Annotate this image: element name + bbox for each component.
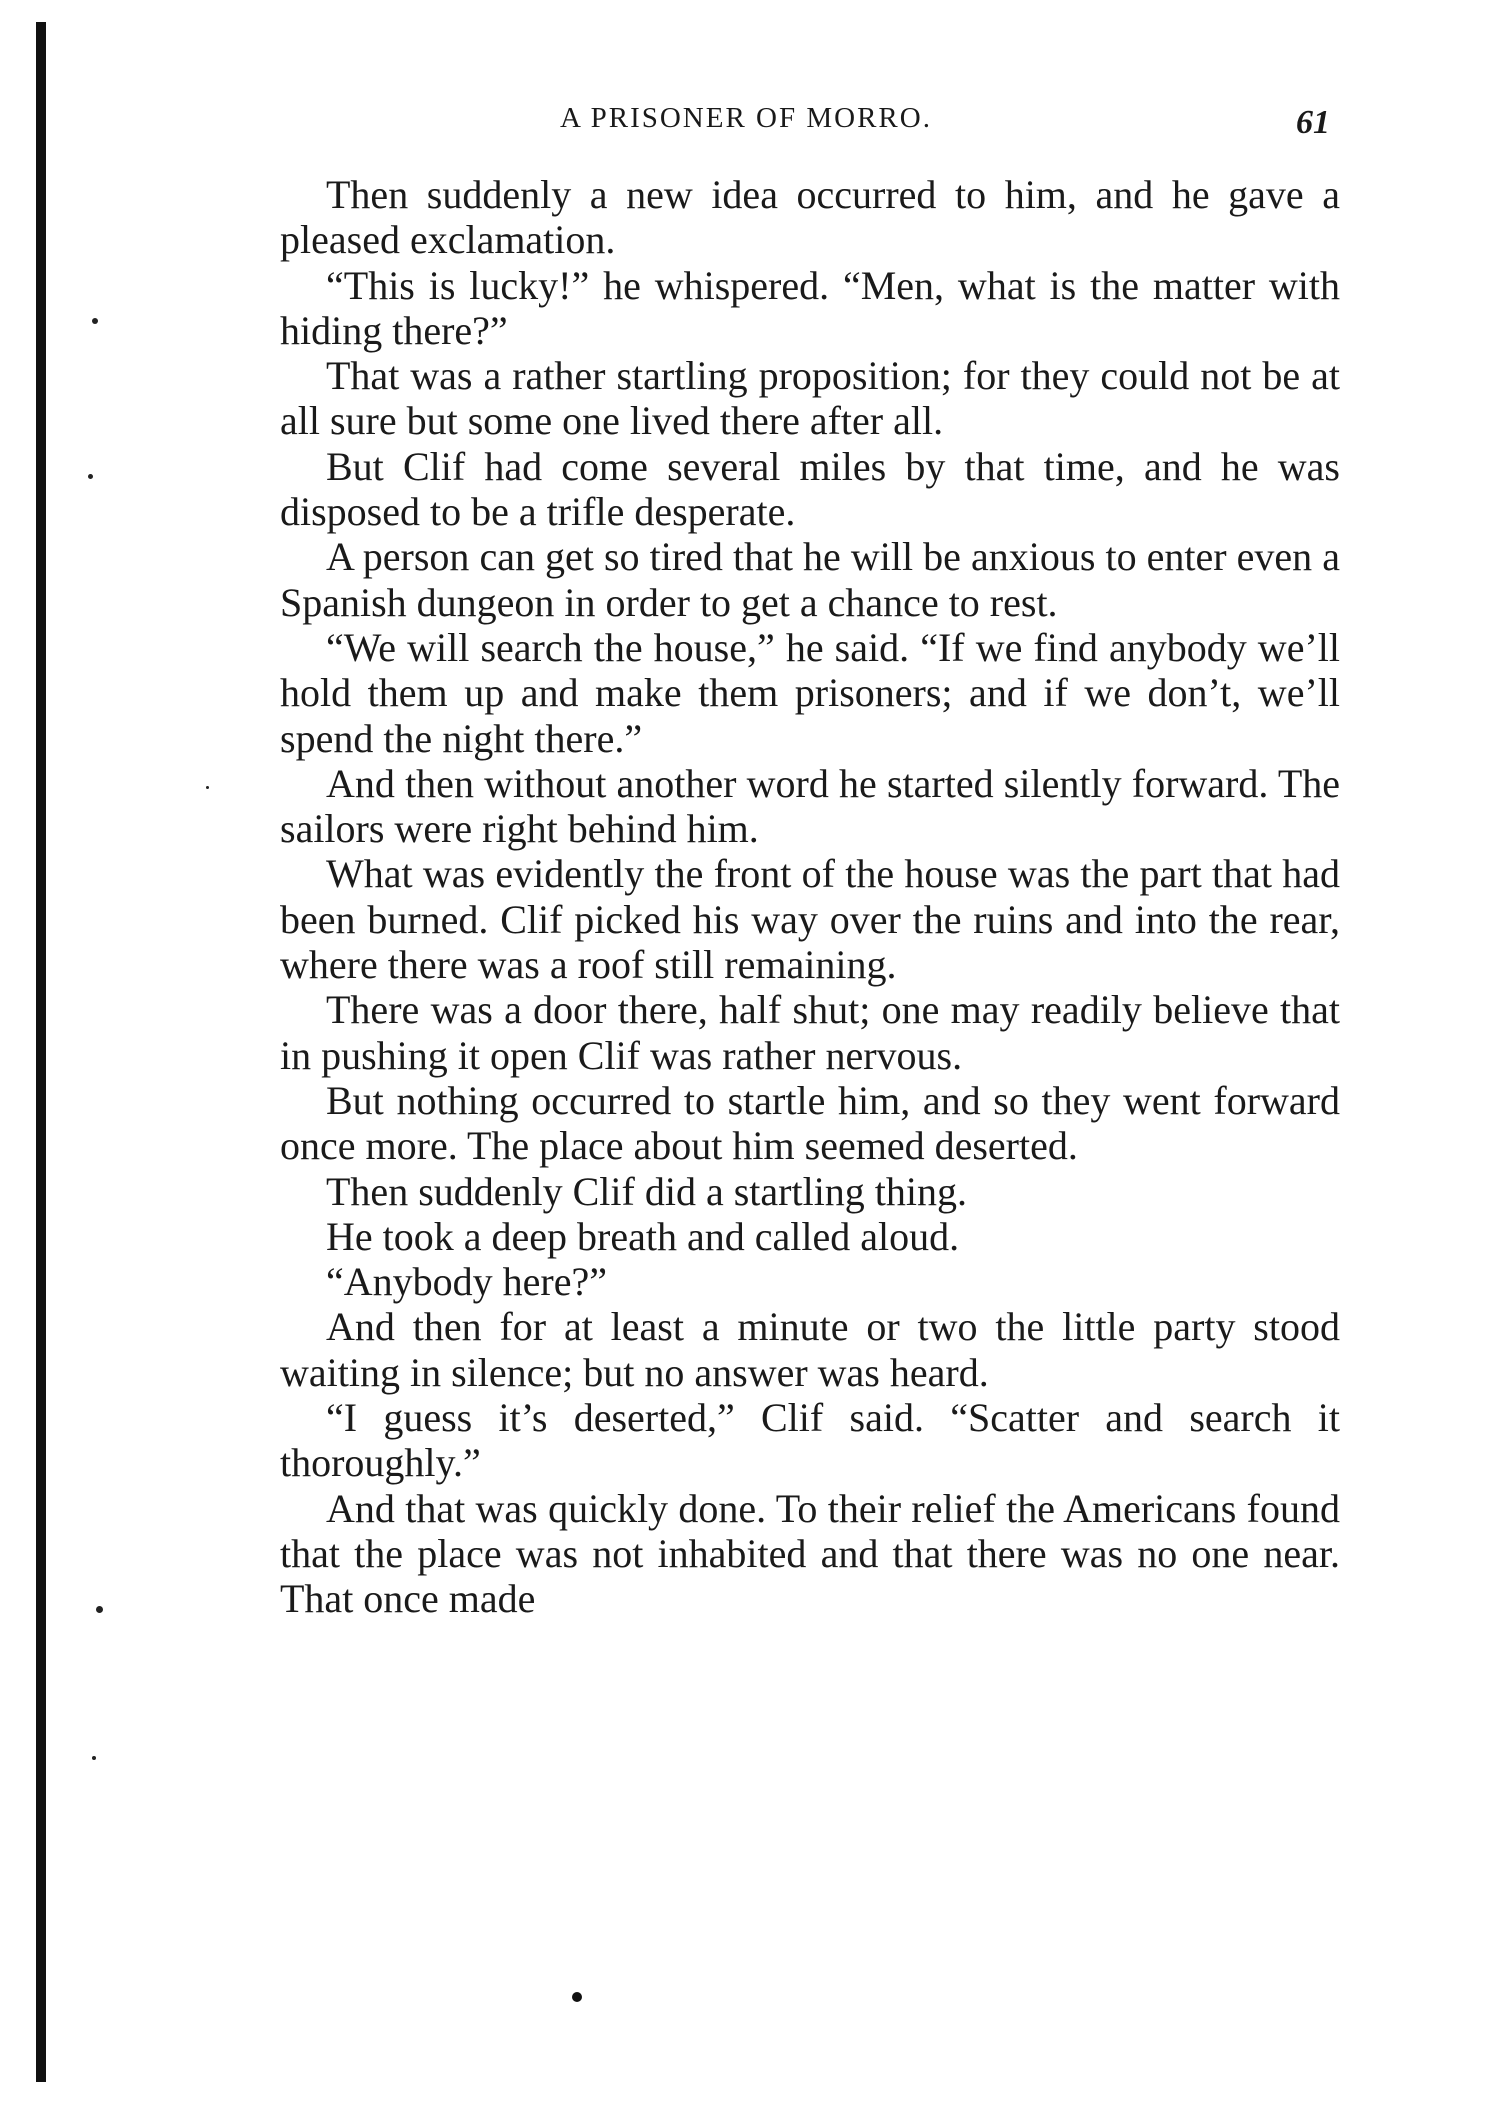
page-number: 61 bbox=[1296, 104, 1330, 141]
body-text bbox=[280, 172, 1340, 1622]
paragraph: And that was quickly done. To their relief the Americans found that the place was not inhabited and that there was no one near. That once made bbox=[280, 1485, 1340, 1622]
paragraph: And then for at least a minute or two the little party stood waiting in silence; but no answer was heard. bbox=[280, 1304, 1340, 1395]
paragraph: Then suddenly Clif did a startling thing. bbox=[326, 1168, 968, 1214]
ink-speck bbox=[92, 318, 98, 324]
paragraph: What was evidently the front of the house was the part that had been burned. Clif picked his way over the ruins and into the rear, where there was a roof still remaining. bbox=[280, 851, 1340, 988]
ink-speck bbox=[206, 786, 209, 789]
paragraph: And then without another word he started silently forward. The sailors were right behind him. bbox=[280, 760, 1340, 852]
ink-speck bbox=[92, 1756, 96, 1760]
paragraph: “Anybody here?” bbox=[326, 1259, 607, 1305]
paragraph: That was a rather startling proposition; for they could not be at all sure but some one lived there after all. bbox=[280, 353, 1340, 444]
binding-edge bbox=[36, 22, 46, 2082]
footer-ink-mark bbox=[572, 1992, 582, 2002]
paragraph: But nothing occurred to startle him, and so they went forward once more. The place about him seemed deserted. bbox=[280, 1077, 1340, 1169]
running-head: A PRISONER OF MORRO. bbox=[560, 102, 932, 134]
paragraph: “We will search the house,” he said. “If we find anybody we’ll hold them up and make them prisoners; and if we don’t, we’ll spend the night there.” bbox=[280, 624, 1340, 761]
paragraph: “This is lucky!” he whispered. “Men, what is the matter with hiding there?” bbox=[280, 262, 1340, 353]
paragraph: But Clif had come several miles by that time, and he was disposed to be a trifle desperate. bbox=[280, 443, 1340, 535]
paragraph: There was a door there, half shut; one may readily believe that in pushing it open Clif was rather nervous. bbox=[280, 987, 1340, 1078]
paragraph: He took a deep breath and called aloud. bbox=[326, 1213, 960, 1259]
ink-speck bbox=[96, 1606, 103, 1613]
paragraph: “I guess it’s deserted,” Clif said. “Scatter and search it thoroughly.” bbox=[280, 1395, 1340, 1486]
paragraph: Then suddenly a new idea occurred to him, and he gave a pleased exclamation. bbox=[280, 172, 1340, 263]
paragraph: A person can get so tired that he will be anxious to enter even a Spanish dungeon in order to get a chance to rest. bbox=[280, 534, 1340, 625]
ink-speck bbox=[88, 474, 93, 479]
